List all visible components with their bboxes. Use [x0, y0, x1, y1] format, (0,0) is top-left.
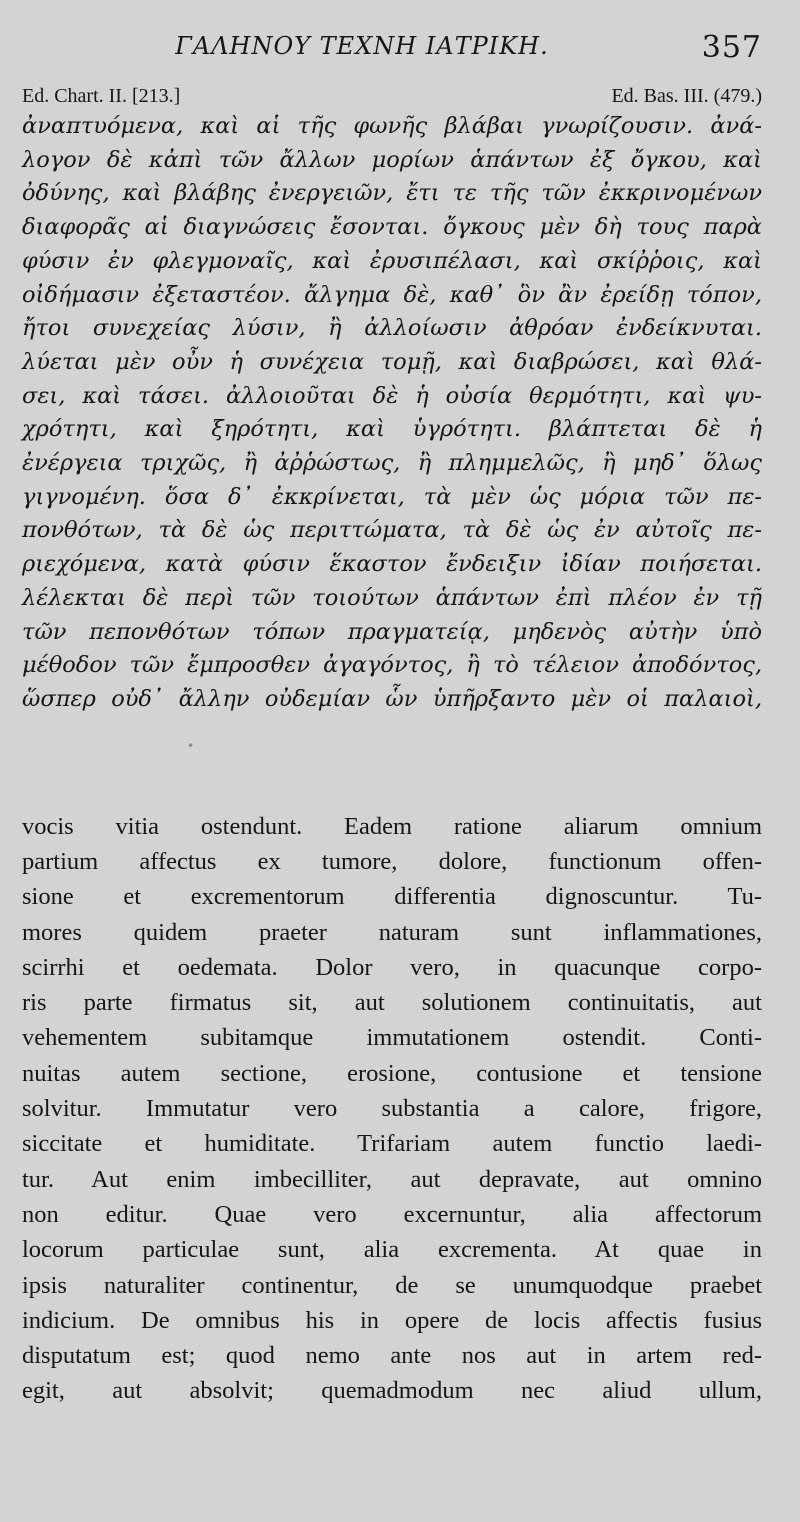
greek-text-line: ἐνέργεια τριχῶς, ἢ ἀῤῥώστως, ἢ πλημμελῶς, ἢ μηδ᾽ ὅλως	[22, 450, 762, 477]
greek-text-block	[22, 110, 762, 717]
greek-text-line: φύσιν ἐν φλεγμοναῖς, καὶ ἐρυσιπέλασι, καὶ σκίῤῥοις, καὶ	[22, 247, 762, 274]
running-title: ΓΑΛΗΝΟΥ ΤΕΧΝΗ ΙΑΤΡΙΚΗ.	[175, 32, 549, 60]
latin-text-line: disputatum est; quod nemo ante nos aut in artem red-	[22, 1342, 762, 1370]
latin-text-line: vehementem subitamque immutationem ostendit. Conti-	[22, 1024, 762, 1052]
greek-text-line: λύεται μὲν οὖν ἡ συνέχεια τομῇ, καὶ διαβρώσει, καὶ θλά-	[22, 348, 762, 375]
edition-reference-line	[22, 84, 762, 108]
greek-text-line: πονθότων, τὰ δὲ ὡς περιττώματα, τὰ δὲ ὡς ἐν αὐτοῖς πε-	[22, 517, 762, 544]
latin-text-line: ris parte firmatus sit, aut solutionem continuitatis, aut	[22, 989, 762, 1017]
greek-text-line: γιγνομένη. ὅσα δ᾽ ἐκκρίνεται, τὰ μὲν ὡς μόρια τῶν πε-	[22, 483, 762, 510]
greek-text-line: τῶν πεπονθότων τόπων πραγματείᾳ, μηδενὸς αὐτὴν ὑπὸ	[22, 618, 762, 645]
greek-text-line: χρότητι, καὶ ξηρότητι, καὶ ὑγρότητι. βλάπτεται δὲ ἡ	[22, 416, 762, 443]
edition-reference-right: Ed. Bas. III. (479.)	[611, 85, 762, 107]
latin-text-line: siccitate et humiditate. Trifariam autem functio laedi-	[22, 1130, 762, 1158]
greek-text-line: ἤτοι συνεχείας λύσιν, ἢ ἀλλοίωσιν ἀθρόαν ἐνδείκνυται.	[22, 315, 762, 342]
latin-text-line: ipsis naturaliter continentur, de se unumquodque praebet	[22, 1271, 762, 1299]
latin-text-line: solvitur. Immutatur vero substantia a calore, frigore,	[22, 1095, 762, 1123]
greek-text-line: λέλεκται δὲ περὶ τῶν τοιούτων ἁπάντων ἐπὶ πλέον ἐν τῇ	[22, 584, 762, 611]
separator-mark: •	[187, 738, 195, 753]
greek-text-line: ὥσπερ οὐδ᾽ ἄλλην οὐδεμίαν ὧν ὑπῆρξαντο μὲν οἱ παλαιοὶ,	[22, 685, 762, 712]
greek-text-line: ὀδύνης, καὶ βλάβης ἐνεργειῶν, ἔτι τε τῆς τῶν ἐκκρινομένων	[22, 180, 762, 207]
latin-text-line: sione et excrementorum differentia dignoscuntur. Tu-	[22, 883, 762, 911]
latin-text-line: mores quidem praeter naturam sunt inflammationes,	[22, 918, 762, 946]
latin-text-line: partium affectus ex tumore, dolore, functionum offen-	[22, 847, 762, 875]
greek-text-line: ριεχόμενα, κατὰ φύσιν ἕκαστον ἔνδειξιν ἰδίαν ποιήσεται.	[22, 551, 762, 578]
latin-text-line: vocis vitia ostendunt. Eadem ratione aliarum omnium	[22, 812, 762, 840]
section-separator	[22, 717, 762, 809]
greek-text-line: λογον δὲ κἀπὶ τῶν ἄλλων μορίων ἁπάντων ἐξ ὄγκου, καὶ	[22, 146, 762, 173]
greek-text-line: διαφορᾶς αἱ διαγνώσεις ἔσονται. ὄγκους μὲν δὴ τους παρὰ	[22, 214, 762, 241]
greek-text-line: ἀναπτυόμενα, καὶ αἱ τῆς φωνῆς βλάβαι γνωρίζουσιν. ἀνά-	[22, 113, 762, 139]
latin-text-line: egit, aut absolvit; quemadmodum nec aliud ullum,	[22, 1377, 762, 1405]
page-number: 357	[701, 30, 762, 65]
edition-reference-left: Ed. Chart. II. [213.]	[22, 85, 181, 107]
latin-text-line: indicium. De omnibus his in opere de locis affectis fusius	[22, 1306, 762, 1334]
greek-text-line: μέθοδον τῶν ἔμπροσθεν ἀγαγόντος, ἢ τὸ τέλειον ἀποδόντος,	[22, 652, 762, 679]
greek-text-line: οἰδήμασιν ἐξεταστέον. ἄλγημα δὲ, καθ᾽ ὃν ἂν ἐρείδῃ τόπον,	[22, 281, 762, 308]
latin-text-line: nuitas autem sectione, erosione, contusione et tensione	[22, 1059, 762, 1087]
latin-text-line: non editur. Quae vero excernuntur, alia affectorum	[22, 1200, 762, 1228]
running-head	[22, 0, 762, 65]
greek-text-line: σει, καὶ τάσει. ἀλλοιοῦται δὲ ἡ οὐσία θερμότητι, καὶ ψυ-	[22, 382, 762, 409]
latin-text-line: scirrhi et oedemata. Dolor vero, in quacunque corpo-	[22, 953, 762, 981]
latin-text-line: locorum particulae sunt, alia excrementa. At quae in	[22, 1236, 762, 1264]
latin-text-line: tur. Aut enim imbecilliter, aut depravate, aut omnino	[22, 1165, 762, 1193]
latin-text-block	[22, 809, 762, 1409]
